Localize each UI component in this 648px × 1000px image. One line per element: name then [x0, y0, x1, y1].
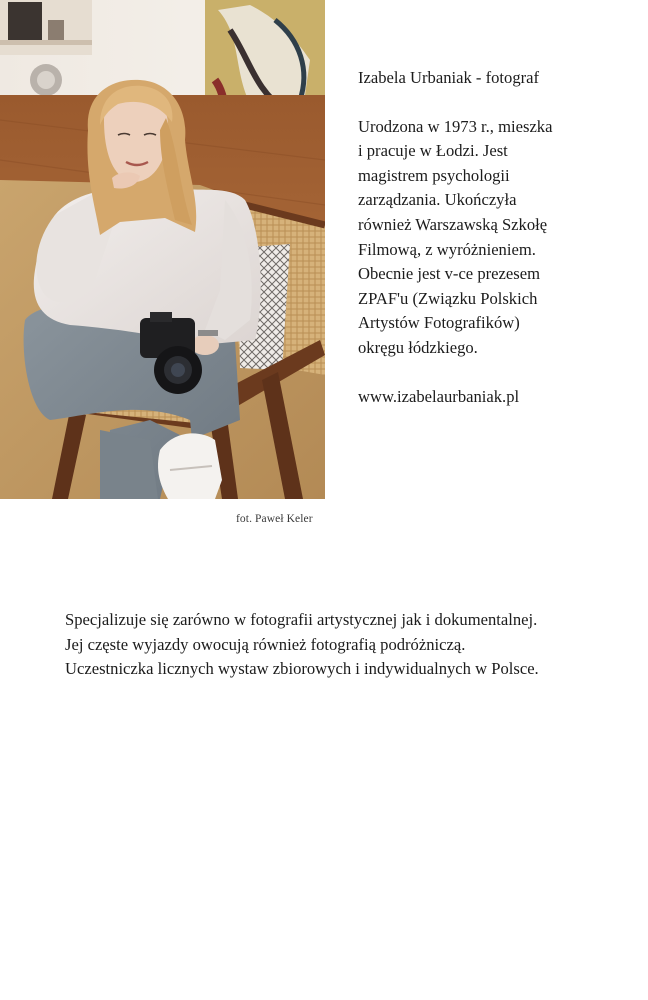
- bio-title: Izabela Urbaniak - fotograf: [358, 68, 540, 87]
- bio-line: i pracuje w Łodzi. Jest: [358, 141, 508, 161]
- bio-line: również Warszawską Szkołę: [358, 214, 548, 234]
- specialization-line: Specjalizuje się zarówno w fotografii artystycznej jak i dokumentalnej.: [65, 610, 538, 629]
- bio-line: Urodzona w 1973 r., mieszka: [358, 116, 553, 136]
- specialization-paragraph: [65, 608, 625, 682]
- photo-caption: fot. Paweł Keler: [236, 513, 313, 525]
- specialization-line: Jej częste wyjazdy owocują również fotografią podróżniczą.: [65, 634, 466, 654]
- bio-line: Artystów Fotografików): [358, 313, 520, 333]
- bio-text: [358, 115, 618, 361]
- bio-line: okręgu łódzkiego.: [358, 337, 478, 357]
- bio-line: Obecnie jest v-ce prezesem: [358, 264, 540, 284]
- bio-line: magistrem psychologii: [358, 165, 510, 185]
- specialization-line: Uczestniczka licznych wystaw zbiorowych i indywidualnych w Polsce.: [65, 659, 539, 679]
- portrait-photo: [0, 0, 325, 499]
- bio-line: Filmową, z wyróżnieniem.: [358, 239, 536, 259]
- website-link[interactable]: www.izabelaurbaniak.pl: [358, 386, 520, 406]
- bio-section: [358, 66, 618, 409]
- bio-line: zarządzania. Ukończyła: [358, 190, 517, 210]
- bio-line: ZPAF'u (Związku Polskich: [358, 288, 538, 308]
